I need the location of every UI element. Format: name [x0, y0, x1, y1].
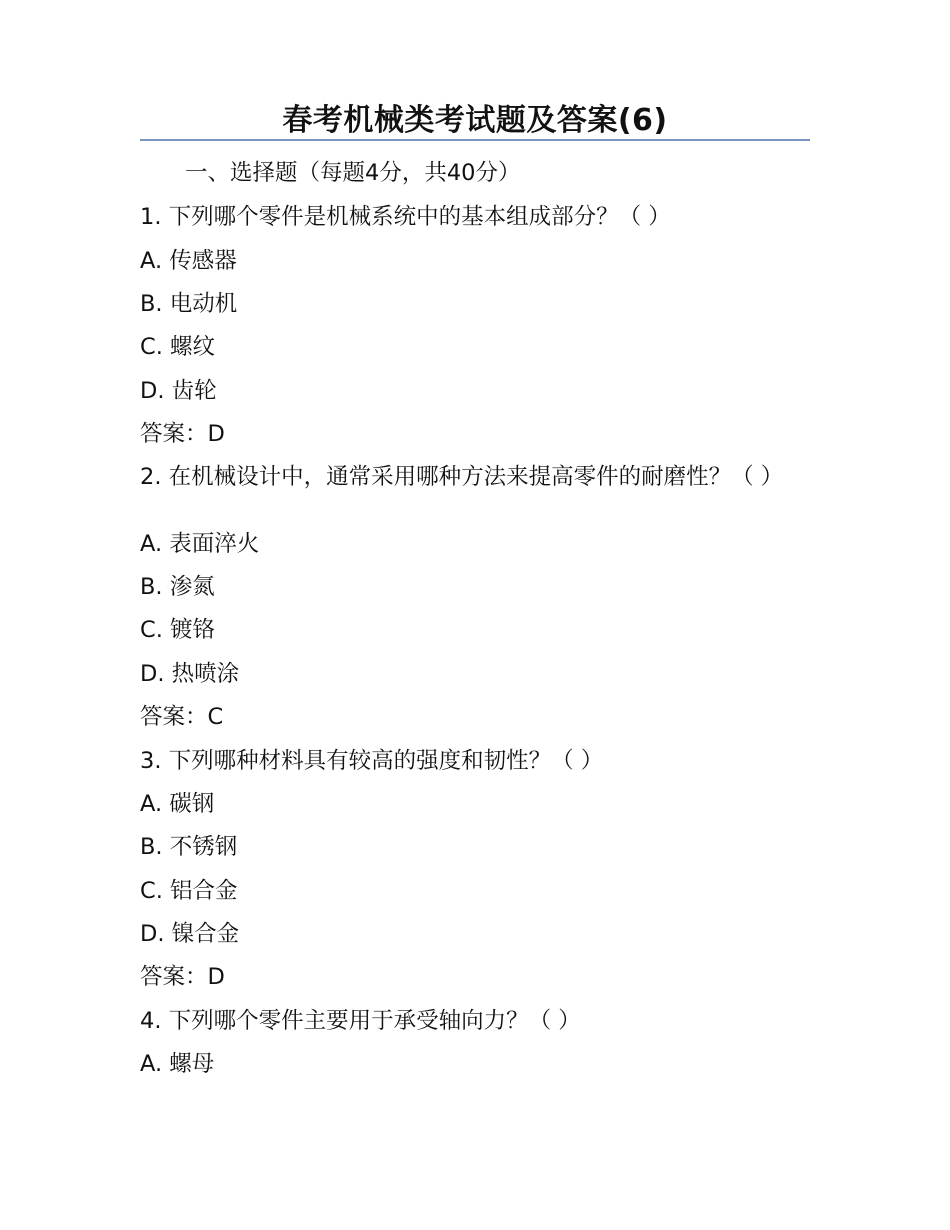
question-3-option-d: D. 镍合金 — [140, 921, 240, 947]
question-1-text: 1. 下列哪个零件是机械系统中的基本组成部分？（ ） — [140, 204, 671, 230]
question-4-option-a: A. 螺母 — [140, 1051, 215, 1077]
title-underline — [140, 139, 810, 141]
question-2-option-c: C. 镀铬 — [140, 617, 216, 643]
section-heading: 一、选择题（每题4分，共40分） — [185, 160, 521, 186]
document-title: 春考机械类考试题及答案(6) — [282, 103, 668, 138]
question-2-option-a: A. 表面淬火 — [140, 531, 260, 557]
question-4-text: 4. 下列哪个零件主要用于承受轴向力？（ ） — [140, 1008, 581, 1034]
question-1-option-b: B. 电动机 — [140, 291, 238, 317]
question-2-option-b: B. 渗氮 — [140, 574, 215, 600]
question-1-answer: 答案：D — [140, 421, 225, 447]
question-2-text: 2. 在机械设计中，通常采用哪种方法来提高零件的耐磨性？（ ） — [140, 464, 784, 490]
question-3-option-b: B. 不锈钢 — [140, 834, 238, 860]
question-2-option-d: D. 热喷涂 — [140, 661, 240, 687]
question-3-text: 3. 下列哪种材料具有较高的强度和韧性？（ ） — [140, 748, 604, 774]
question-3-option-a: A. 碳钢 — [140, 791, 215, 817]
question-2-answer: 答案：C — [140, 704, 224, 730]
question-1-option-c: C. 螺纹 — [140, 334, 216, 360]
question-3-answer: 答案：D — [140, 964, 225, 990]
question-1-option-a: A. 传感器 — [140, 248, 237, 274]
question-1-option-d: D. 齿轮 — [140, 378, 217, 404]
question-3-option-c: C. 铝合金 — [140, 878, 238, 904]
